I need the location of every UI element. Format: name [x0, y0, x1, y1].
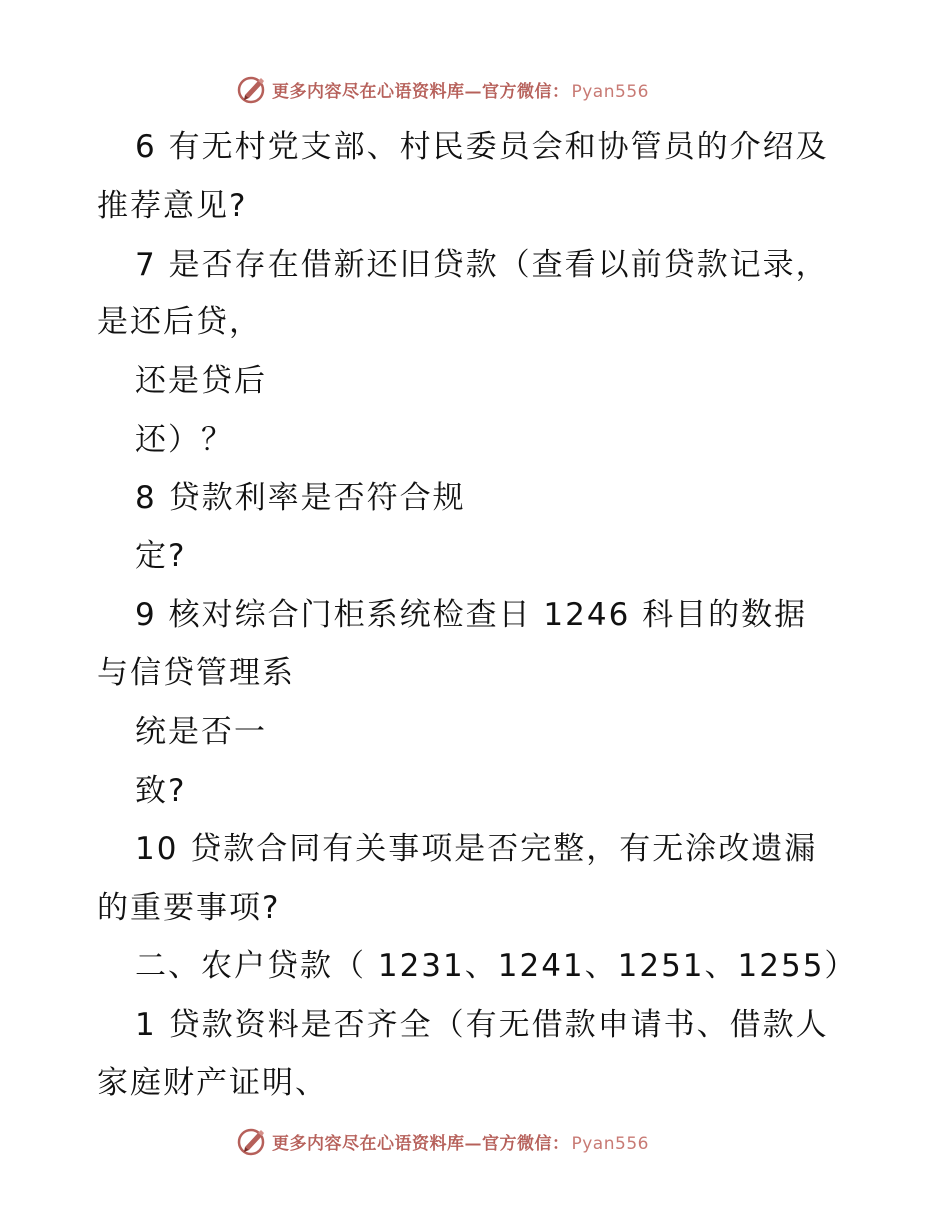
text-line: 1 贷款资料是否齐全（有无借款申请书、借款人 — [135, 1007, 829, 1043]
text-line: 还是贷后 — [135, 363, 267, 399]
text-line: 致? — [135, 773, 187, 809]
text-line: 是还后贷， — [97, 304, 262, 340]
text-line: 8 贷款利率是否符合规 — [135, 480, 466, 516]
text-line: 7 是否存在借新还旧贷款（查看以前贷款记录， — [135, 247, 829, 283]
text-line: 家庭财产证明、 — [97, 1065, 328, 1101]
watermark-text: 更多内容尽在心语资料库—官方微信： Pyan556 — [272, 1133, 649, 1154]
pen-logo-icon — [236, 73, 268, 105]
text-line: 还）？ — [135, 422, 234, 458]
text-line: 9 核对综合门柜系统检查日 1246 科目的数据 — [135, 597, 808, 633]
text-line: 与信贷管理系 — [97, 655, 295, 691]
watermark-header — [236, 72, 649, 106]
watermark-footer — [236, 1124, 649, 1158]
watermark-text: 更多内容尽在心语资料库—官方微信： Pyan556 — [272, 81, 649, 102]
text-line: 6 有无村党支部、村民委员会和协管员的介绍及 — [135, 129, 829, 165]
section-heading: 二、农户贷款（ 1231、1241、1251、1255） — [135, 948, 858, 984]
text-line: 的重要事项? — [97, 890, 281, 926]
text-line: 定? — [135, 538, 187, 574]
text-line: 10 贷款合同有关事项是否完整，有无涂改遗漏 — [135, 831, 818, 867]
text-line: 统是否一 — [135, 714, 267, 750]
text-line: 推荐意见? — [97, 188, 248, 224]
pen-logo-icon — [236, 1125, 268, 1157]
